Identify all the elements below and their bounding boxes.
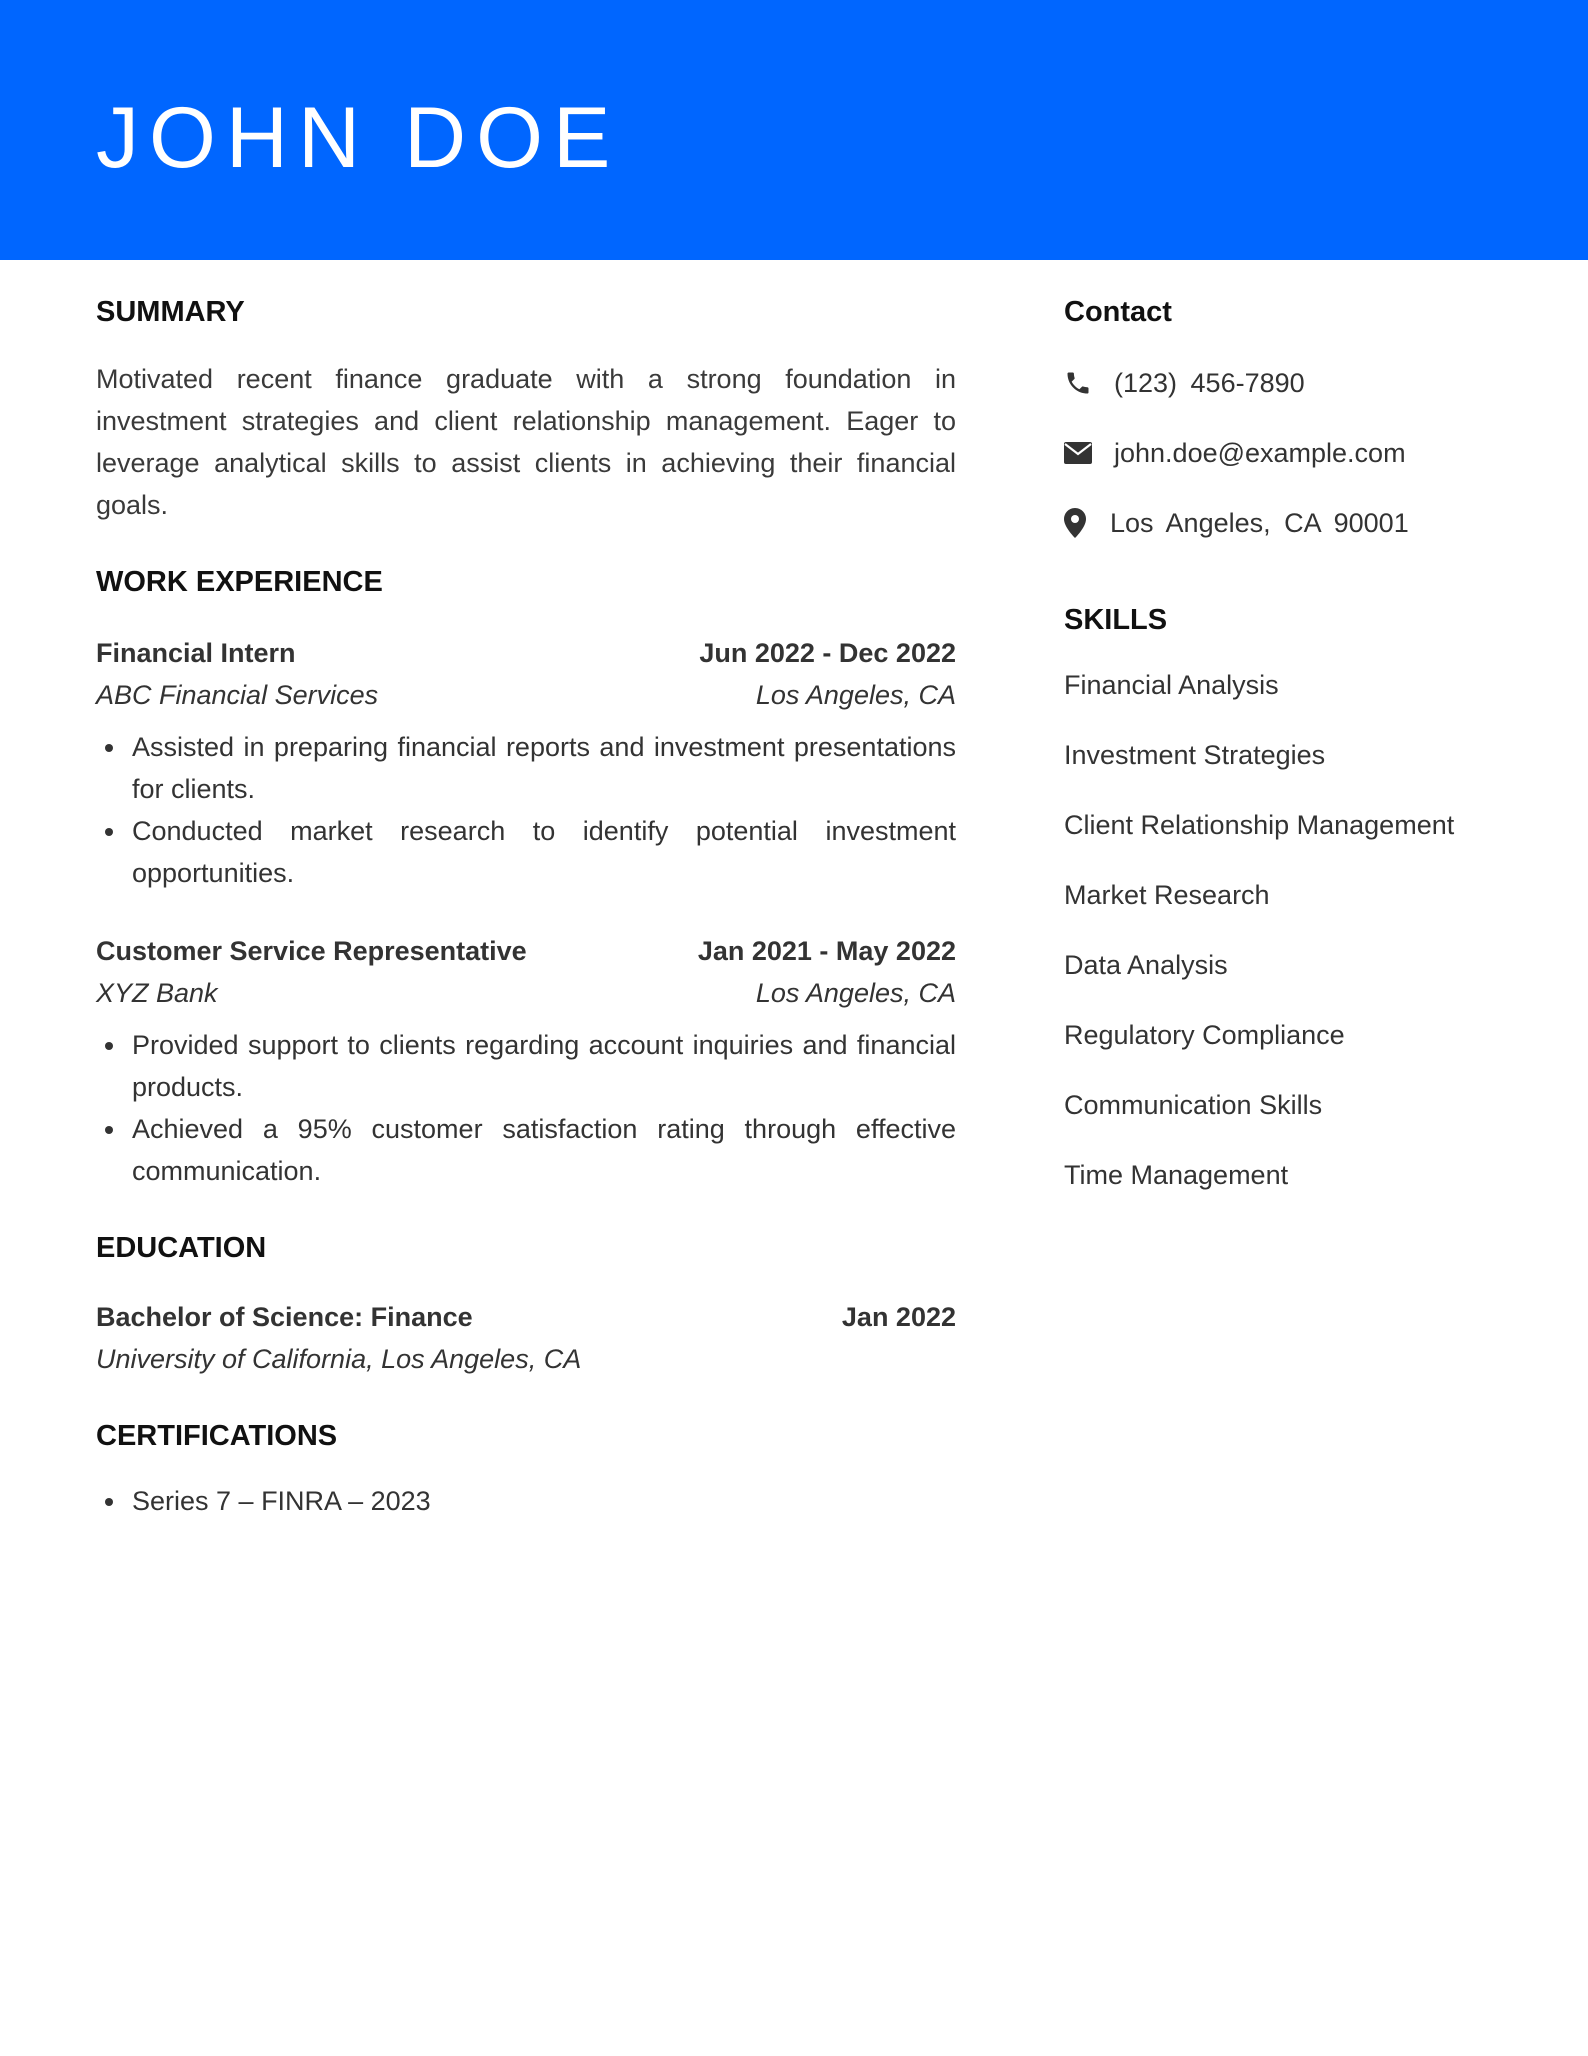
job-bullets <box>96 726 956 894</box>
job-bullet: Conducted market research to identify potential investment opportunities. <box>132 810 956 894</box>
school: University of California, Los Angeles, CA <box>96 1344 582 1374</box>
job-bullet: Assisted in preparing financial reports and investment presentations for clients. <box>132 726 956 810</box>
job-title: Customer Service Representative <box>96 936 527 966</box>
job-title: Financial Intern <box>96 638 296 668</box>
summary-heading: SUMMARY <box>96 296 245 328</box>
map-pin-icon <box>1064 507 1090 539</box>
phone-icon <box>1064 367 1096 399</box>
skill-item: Client Relationship Management <box>1064 810 1455 840</box>
envelope-icon <box>1064 437 1096 469</box>
degree: Bachelor of Science: Finance <box>96 1302 473 1332</box>
address: Los Angeles, CA 90001 <box>1110 507 1409 538</box>
candidate-name: JOHN DOE <box>96 90 621 186</box>
job-dates: Jan 2021 - May 2022 <box>697 936 956 966</box>
contact-heading: Contact <box>1064 296 1172 328</box>
skills-list <box>1064 664 1524 1196</box>
job-entry <box>96 632 956 894</box>
education-entry <box>96 1296 956 1380</box>
skill-item: Financial Analysis <box>1064 670 1279 700</box>
skill-item: Investment Strategies <box>1064 740 1326 770</box>
job-dates: Jun 2022 - Dec 2022 <box>699 638 956 668</box>
skill-item: Communication Skills <box>1064 1090 1323 1120</box>
contact-list <box>1064 362 1524 544</box>
graduation-date: Jan 2022 <box>841 1302 956 1332</box>
skill-item: Market Research <box>1064 880 1270 910</box>
certifications-list <box>96 1480 956 1522</box>
skill-item: Regulatory Compliance <box>1064 1020 1345 1050</box>
skills-heading: SKILLS <box>1064 604 1168 636</box>
contact-address <box>1064 502 1524 544</box>
email-address[interactable]: john.doe@example.com <box>1114 437 1406 468</box>
phone-number[interactable]: (123) 456-7890 <box>1114 367 1305 398</box>
contact-phone <box>1064 362 1524 404</box>
certification-item: Series 7 – FINRA – 2023 <box>132 1480 956 1522</box>
job-bullet: Provided support to clients regarding account inquiries and financial products. <box>132 1024 956 1108</box>
skill-item: Time Management <box>1064 1160 1289 1190</box>
job-bullets <box>96 1024 956 1192</box>
skill-item: Data Analysis <box>1064 950 1228 980</box>
job-company: ABC Financial Services <box>96 680 379 710</box>
job-location: Los Angeles, CA <box>755 978 956 1008</box>
job-bullet: Achieved a 95% customer satisfaction rating through effective communication. <box>132 1108 956 1192</box>
resume-header <box>0 0 1588 260</box>
work-experience-heading: WORK EXPERIENCE <box>96 566 383 598</box>
job-location: Los Angeles, CA <box>755 680 956 710</box>
contact-email <box>1064 432 1524 474</box>
main-column <box>96 290 956 1522</box>
summary-text: Motivated recent finance graduate with a strong foundation in investment strategies and client relationship management. Eager to leverage analytical skills to assist clients in achieving their financial goals. <box>96 364 956 520</box>
job-entry <box>96 930 956 1192</box>
education-heading: EDUCATION <box>96 1232 267 1264</box>
sidebar-column <box>1064 290 1524 1224</box>
job-company: XYZ Bank <box>96 978 218 1008</box>
certifications-heading: CERTIFICATIONS <box>96 1420 338 1452</box>
